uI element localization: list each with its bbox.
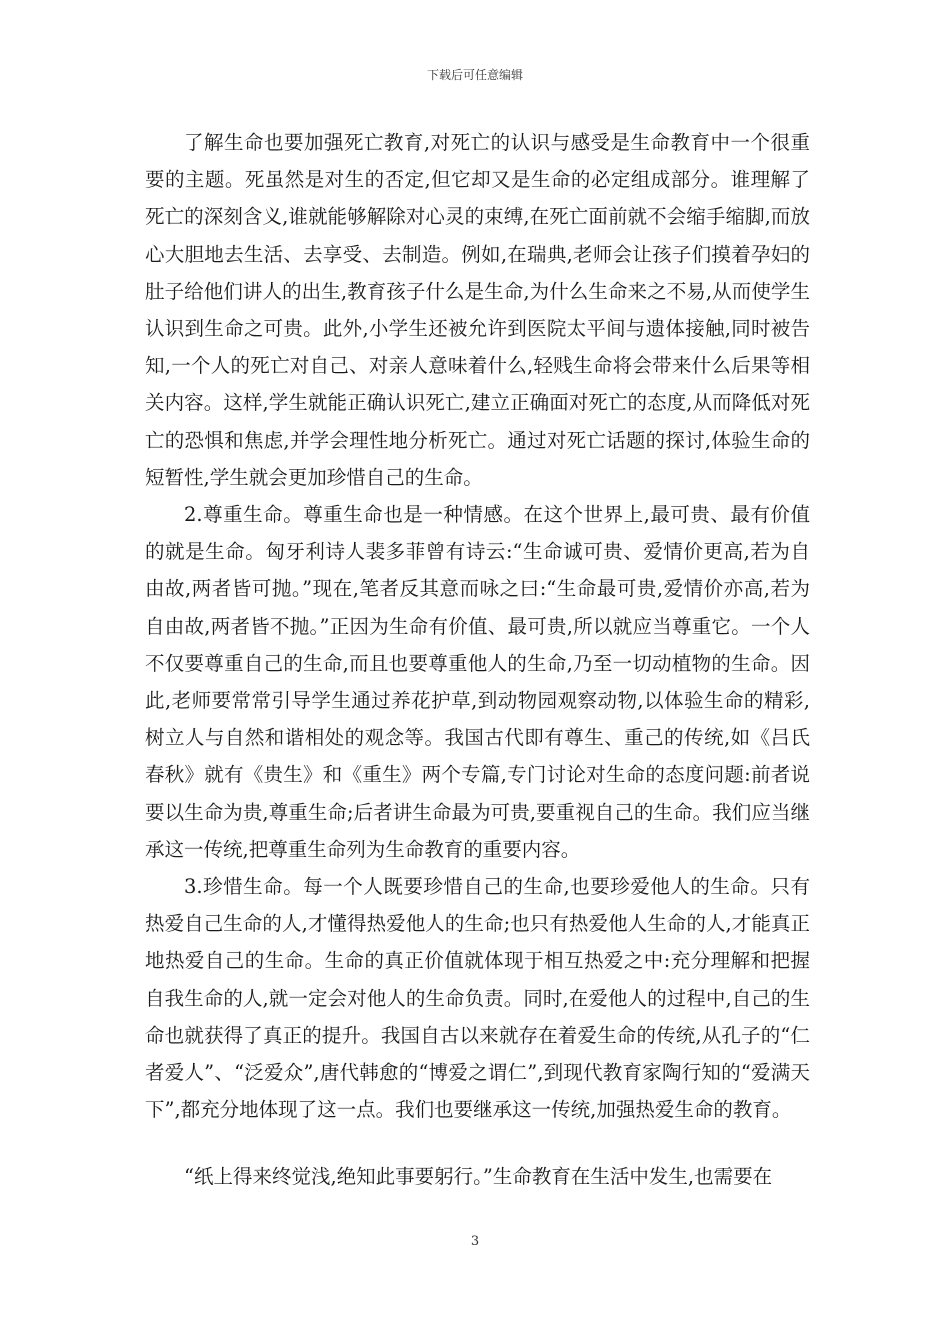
paragraph-spacer: [145, 1128, 810, 1158]
paragraph-respect-life: 2.尊重生命。尊重生命也是一种情感。在这个世界上,最可贵、最有价值的就是生命。匈牙利诗人裴多菲曾有诗云:“生命诚可贵、爱情价更高,若为自由故,两者皆可抛。”现在,笔者反其意而咏之曰:“生命最可贵,爱情价亦高,若为自由故,两者皆不抛。”正因为生命有价值、最可贵,所以就应当尊重它。一个人不仅要尊重自己的生命,而且也要尊重他人的生命,乃至一切动植物的生命。因此,老师要常常引导学生通过养花护草,到动物园观察动物,以体验生命的精彩,树立人与自然和谐相处的观念等。我国古代即有尊生、重己的传统,如《吕氏春秋》就有《贵生》和《重生》两个专篇,专门讨论对生命的态度问题:前者说要以生命为贵,尊重生命;后者讲生命最为可贵,要重视自己的生命。我们应当继承这一传统,把尊重生命列为生命教育的重要内容。: [145, 503, 810, 861]
paragraph-practice-quote: “纸上得来终觉浅,绝知此事要躬行。”生命教育在生活中发生,也需要在: [184, 1165, 773, 1189]
page-number: 3: [470, 1234, 480, 1249]
document-body: [145, 124, 810, 1196]
paragraph-cherish-life: 3.珍惜生命。每一个人既要珍惜自己的生命,也要珍爱他人的生命。只有热爱自己生命的人,才懂得热爱他人的生命;也只有热爱他人生命的人,才能真正地热爱自己的生命。生命的真正价值就体现于相互热爱之中:充分理解和把握自我生命的人,就一定会对他人的生命负责。同时,在爱他人的过程中,自己的生命也就获得了真正的提升。我国自古以来就存在着爱生命的传统,从孔子的“仁者爱人”、“泛爱众”,唐代韩愈的“博爱之谓仁”,到现代教育家陶行知的“爱满天下”,都充分地体现了这一点。我们也要继承这一传统,加强热爱生命的教育。: [145, 875, 810, 1122]
paragraph-death-education: 了解生命也要加强死亡教育,对死亡的认识与感受是生命教育中一个很重要的主题。死虽然是对生的否定,但它却又是生命的必定组成部分。谁理解了死亡的深刻含义,谁就能够解除对心灵的束缚,在死亡面前就不会缩手缩脚,而放心大胆地去生活、去享受、去制造。例如,在瑞典,老师会让孩子们摸着孕妇的肚子给他们讲人的出生,教育孩子什么是生命,为什么生命来之不易,从而使学生认识到生命之可贵。此外,小学生还被允许到医院太平间与遗体接触,同时被告知,一个人的死亡对自己、对亲人意味着什么,轻贱生命将会带来什么后果等相关内容。这样,学生就能正确认识死亡,建立正确面对死亡的态度,从而降低对死亡的恐惧和焦虑,并学会理性地分析死亡。通过对死亡话题的探讨,体验生命的短暂性,学生就会更加珍惜自己的生命。: [145, 131, 810, 489]
page-header: 下载后可任意编辑: [426, 68, 523, 82]
